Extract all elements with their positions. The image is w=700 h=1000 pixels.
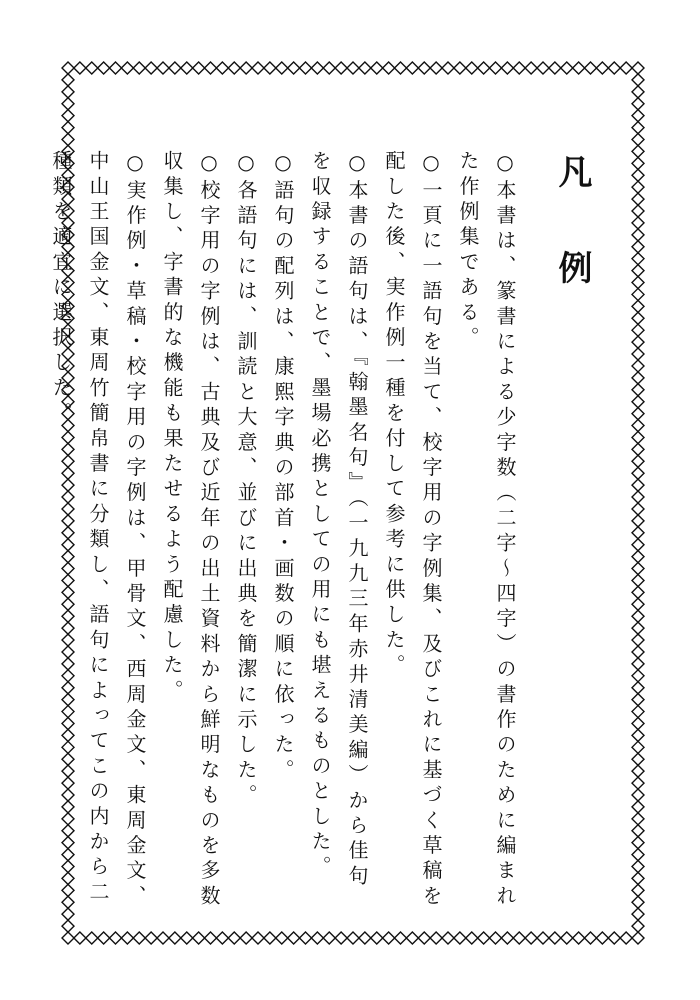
border-diamond [406,932,418,944]
border-diamond [466,932,478,944]
border-diamond [632,479,644,491]
border-diamond [632,122,644,134]
border-diamond [276,932,288,944]
border-diamond [632,491,644,503]
border-diamond [228,62,240,74]
border-diamond [585,62,597,74]
border-diamond [110,932,122,944]
border-diamond [490,932,502,944]
bullet-circle-icon: ○ [493,150,517,180]
border-diamond [632,515,644,527]
border-diamond [632,145,644,157]
border-diamond [573,932,585,944]
border-diamond [632,860,644,872]
border-diamond [632,574,644,586]
bullet-circle-icon: ○ [234,150,258,180]
border-diamond [288,932,300,944]
border-diamond [632,431,644,443]
border-diamond [478,62,490,74]
border-diamond [632,634,644,646]
border-diamond [632,670,644,682]
list-item [153,150,227,910]
border-diamond [525,62,537,74]
border-diamond [216,932,228,944]
border-diamond [513,62,525,74]
border-diamond [371,62,383,74]
border-diamond [323,932,335,944]
border-diamond [632,420,644,432]
border-diamond [632,884,644,896]
border-diamond [632,717,644,729]
border-diamond [347,62,359,74]
border-diamond [561,932,573,944]
border-diamond [193,62,205,74]
border-diamond [406,62,418,74]
border-diamond [466,62,478,74]
border-diamond [62,74,74,86]
border-diamond [252,62,264,74]
list-item [42,150,153,910]
bullet-circle-icon: ○ [345,150,369,180]
border-diamond [632,134,644,146]
border-diamond [454,62,466,74]
border-diamond [98,932,110,944]
border-diamond [430,932,442,944]
border-diamond [632,908,644,920]
border-diamond [240,932,252,944]
border-diamond [86,62,98,74]
border-diamond [632,396,644,408]
entry-text: 本書は、篆書による少字数（二字〜四字）の書作のために編まれた作例集である。 [456,150,517,911]
vertical-text-block [49,150,592,911]
border-diamond [632,408,644,420]
border-diamond [442,62,454,74]
border-diamond [133,932,145,944]
border-diamond [632,205,644,217]
border-diamond [632,706,644,718]
border-diamond [383,62,395,74]
entry-text: 語句の配列は、康熙字典の部首・画数の順に依った。 [271,179,295,785]
border-diamond [193,932,205,944]
border-diamond [632,682,644,694]
border-diamond [323,62,335,74]
border-diamond [632,384,644,396]
border-diamond [632,455,644,467]
border-diamond [632,551,644,563]
border-diamond [110,62,122,74]
border-diamond [632,729,644,741]
border-diamond [632,777,644,789]
border-diamond [632,348,644,360]
border-diamond [632,610,644,622]
border-diamond [632,312,644,324]
border-diamond [157,932,169,944]
border-diamond [525,932,537,944]
border-diamond [632,825,644,837]
bullet-circle-icon: ○ [271,150,295,180]
entry-text: 各語句には、訓読と大意、並びに出典を簡潔に示した。 [234,179,258,810]
bullet-circle-icon: ○ [419,150,443,180]
border-diamond [228,932,240,944]
border-diamond [513,932,525,944]
border-diamond [216,62,228,74]
border-diamond [62,932,74,944]
border-diamond [205,932,217,944]
border-diamond [620,62,632,74]
list-item [449,150,523,910]
border-diamond [632,503,644,515]
border-diamond [86,932,98,944]
bullet-circle-icon: ○ [197,150,221,180]
border-diamond [145,62,157,74]
border-diamond [359,932,371,944]
border-diamond [383,932,395,944]
border-diamond [632,932,644,944]
border-diamond [62,86,74,98]
border-diamond [74,932,86,944]
border-diamond [264,62,276,74]
border-diamond [632,658,644,670]
border-diamond [632,586,644,598]
border-diamond [62,98,74,110]
border-diamond [490,62,502,74]
list-item [264,150,301,910]
border-diamond [632,193,644,205]
border-diamond [632,920,644,932]
entry-text: 一頁に一語句を当て、校字用の字例集、及びこれに基づく草稿を配した後、実作例一種を付して参考に供した。 [382,150,443,911]
border-diamond [632,62,644,74]
border-diamond [347,932,359,944]
border-diamond [632,169,644,181]
border-diamond [430,62,442,74]
border-diamond [632,872,644,884]
border-diamond [537,932,549,944]
border-diamond [632,229,644,241]
border-diamond [632,789,644,801]
border-diamond [335,62,347,74]
border-diamond [478,932,490,944]
border-diamond [74,62,86,74]
border-diamond [632,277,644,289]
border-diamond [501,62,513,74]
border-diamond [169,932,181,944]
border-diamond [632,372,644,384]
border-diamond [121,62,133,74]
border-diamond [62,122,74,134]
border-diamond [454,932,466,944]
border-diamond [620,932,632,944]
border-diamond [418,62,430,74]
border-diamond [596,62,608,74]
border-diamond [442,932,454,944]
border-diamond [632,527,644,539]
border-diamond [632,98,644,110]
border-diamond [288,62,300,74]
border-diamond [632,837,644,849]
border-diamond [240,62,252,74]
list-item [301,150,375,910]
border-diamond [632,801,644,813]
border-diamond [632,157,644,169]
list-item [375,150,449,910]
border-diamond [632,646,644,658]
border-diamond [395,932,407,944]
border-diamond [311,62,323,74]
border-diamond [632,74,644,86]
entry-text: 校字用の字例は、古典及び近年の出土資料から鮮明なものを多数収集し、字書的な機能も果たせるよう配慮した。 [160,150,221,911]
border-diamond [632,467,644,479]
border-diamond [608,62,620,74]
border-diamond [632,253,644,265]
border-diamond [632,443,644,455]
entry-text: 実作例・草稿・校字用の字例は、甲骨文、西周金文、東周金文、中山王国金文、東周竹簡帛書に分類し、語句によってこの内から二種類を適宜に選択した。 [49,150,147,911]
border-diamond [549,62,561,74]
border-diamond [418,932,430,944]
border-diamond [608,932,620,944]
border-diamond [632,181,644,193]
border-diamond [181,62,193,74]
border-diamond [596,932,608,944]
border-diamond [121,932,133,944]
list-item [227,150,264,910]
border-diamond [585,932,597,944]
border-diamond [537,62,549,74]
border-diamond [632,694,644,706]
border-diamond [133,62,145,74]
border-diamond [62,134,74,146]
border-diamond [181,932,193,944]
border-diamond [632,539,644,551]
border-diamond [632,765,644,777]
border-diamond [632,896,644,908]
border-diamond [62,110,74,122]
border-diamond [632,753,644,765]
border-diamond [264,932,276,944]
bullet-circle-icon: ○ [123,150,147,180]
border-diamond [157,62,169,74]
border-diamond [632,110,644,122]
border-diamond [145,932,157,944]
border-diamond [632,324,644,336]
border-diamond [62,920,74,932]
border-diamond [359,62,371,74]
border-diamond [632,265,644,277]
border-diamond [62,62,74,74]
border-diamond [395,62,407,74]
border-diamond [632,241,644,253]
border-diamond [98,62,110,74]
border-diamond [335,932,347,944]
border-diamond [632,288,644,300]
page-title: 凡 例 [552,154,592,298]
border-diamond [632,563,644,575]
border-diamond [252,932,264,944]
border-diamond [632,813,644,825]
border-diamond [205,62,217,74]
border-diamond [561,62,573,74]
border-diamond [632,622,644,634]
border-diamond [276,62,288,74]
border-diamond [632,86,644,98]
border-diamond [371,932,383,944]
border-diamond [632,336,644,348]
border-diamond [632,217,644,229]
border-diamond [311,932,323,944]
border-diamond [632,360,644,372]
border-diamond [632,598,644,610]
border-diamond [300,62,312,74]
border-diamond [632,849,644,861]
border-diamond [300,932,312,944]
border-diamond [549,932,561,944]
border-diamond [169,62,181,74]
entry-text: 本書の語句は、『翰墨名句』（一九九三年赤井清美編）から佳句を収録することで、墨場必携としての用にも堪えるものとした。 [308,150,369,891]
border-diamond [573,62,585,74]
border-diamond [632,741,644,753]
border-diamond [632,300,644,312]
border-diamond [501,932,513,944]
